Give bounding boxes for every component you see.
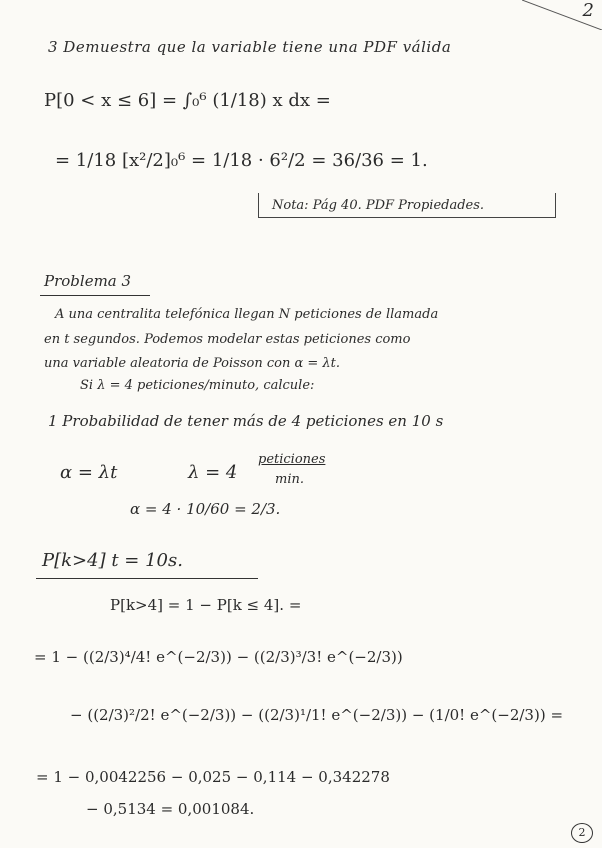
condition-underline	[36, 578, 258, 579]
section1-result: = 1/18 [x²/2]₀⁶ = 1/18 · 6²/2 = 36/36 = 1.	[55, 150, 428, 171]
corner-number: 2	[582, 0, 594, 21]
alpha-definition: α = λt	[60, 462, 118, 483]
problem-text-line1: A una centralita telefónica llegan N peticiones de llamada	[55, 307, 439, 322]
problem-text-line4: Si λ = 4 peticiones/minuto, calcule:	[80, 378, 315, 393]
solution-line5: − 0,5134 = 0,001084.	[86, 800, 255, 818]
lambda-definition: λ = 4	[188, 462, 238, 483]
alpha-calculation: α = 4 · 10/60 = 2/3.	[130, 500, 281, 518]
lambda-unit-denominator: min.	[275, 472, 304, 487]
solution-line4: = 1 − 0,0042256 − 0,025 − 0,114 − 0,342278	[36, 768, 390, 786]
problem-text-line3: una variable aleatoria de Poisson con α = λt.	[44, 356, 340, 371]
note-text: Nota: Pág 40. PDF Propiedades.	[272, 198, 485, 213]
page-number: 2	[571, 823, 593, 843]
problem-text-line2: en t segundos. Podemos modelar estas peticiones como	[44, 332, 411, 347]
question-1: 1 Probabilidad de tener más de 4 peticiones en 10 s	[48, 412, 444, 430]
lambda-unit-numerator: peticiones	[258, 452, 326, 467]
solution-line2: = 1 − ((2/3)⁴/4! e^(−2/3)) − ((2/3)³/3! e^(−2/3))	[34, 648, 403, 666]
solution-line1: P[k>4] = 1 − P[k ≤ 4]. =	[110, 596, 302, 614]
section1-integral: P[0 < x ≤ 6] = ∫₀⁶ (1/18) x dx =	[44, 90, 331, 111]
probability-condition: P[k>4] t = 10s.	[42, 550, 183, 571]
problem-title: Problema 3	[44, 272, 132, 290]
section1-heading: 3 Demuestra que la variable tiene una PDF válida	[48, 38, 452, 56]
solution-line3: − ((2/3)²/2! e^(−2/3)) − ((2/3)¹/1! e^(−2/3)) − (1/0! e^(−2/3)) =	[70, 706, 564, 724]
problem-title-underline	[40, 295, 150, 296]
